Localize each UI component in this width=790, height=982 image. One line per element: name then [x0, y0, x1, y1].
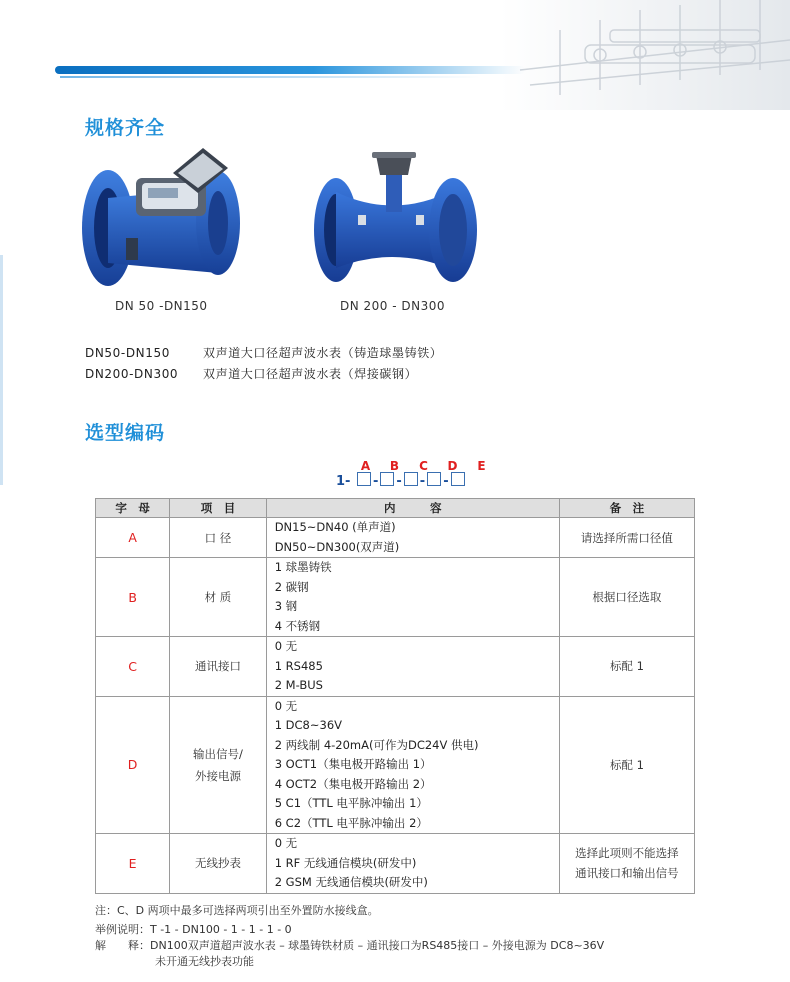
row-item-line: 材 质 [204, 590, 232, 604]
row-item-line: 无线抄表 [194, 856, 241, 871]
row-item [170, 637, 266, 697]
code-template: 1- - - - - [336, 472, 467, 489]
content-line: 2 GSM 无线通信模块(研发中) [274, 875, 428, 889]
row-note [559, 558, 694, 637]
product-caption-1: DN 50 -DN150 [115, 299, 208, 313]
table-header-row [96, 499, 695, 518]
meter-dn50-image [78, 143, 248, 293]
row-letter: D [96, 696, 170, 834]
content-line: 3 OCT1（集电极开路输出 1） [274, 757, 432, 771]
table-row [96, 696, 695, 834]
row-note-line: 通讯接口和输出信号 [575, 866, 679, 881]
content-line: 2 碳钢 [274, 579, 309, 594]
content-line: 2 两线制 4-20mA(可作为DC24V 供电) [274, 737, 479, 752]
header-stripe-thin [60, 76, 480, 78]
row-item [170, 558, 266, 637]
row-letter: B [96, 558, 170, 637]
side-marker [0, 255, 3, 485]
row-note-line: 选择此项则不能选择 [575, 846, 679, 861]
row-note-line: 标配 1 [609, 757, 644, 772]
header-note: 备 注 [559, 499, 694, 518]
row-note [559, 696, 694, 834]
content-line: 2 M-BUS [274, 678, 323, 692]
content-line: 1 RF 无线通信模块(研发中) [274, 855, 417, 870]
description-range: DN200-DN300 [85, 367, 179, 381]
description-1 [85, 343, 442, 363]
explain-text-1: DN100双声道超声波水表 – 球墨铸铁材质 – 通讯接口为RS485接口 – 外接电源为 DC8~36V [150, 939, 605, 952]
row-item-line: 口 径 [204, 530, 232, 545]
description-range: DN50-DN150 [85, 346, 170, 360]
content-line: 1 球墨铸铁 [274, 560, 332, 574]
product-caption-2: DN 200 - DN300 [340, 299, 446, 313]
code-letter: D [447, 459, 458, 473]
row-item-line: 通讯接口 [194, 659, 241, 674]
row-note [559, 834, 694, 894]
code-box [380, 472, 394, 486]
content-line: DN15~DN40 (单声道) [274, 520, 396, 534]
row-item [170, 696, 266, 834]
code-box [404, 472, 418, 486]
header-content: 内 容 [266, 499, 559, 518]
description-text: 双声道大口径超声波水表（铸造球墨铸铁） [203, 346, 443, 360]
header-stripe [55, 66, 525, 74]
code-box [451, 472, 465, 486]
content-line: 1 DC8~36V [274, 718, 342, 732]
row-content [266, 518, 559, 558]
content-line: 0 无 [274, 698, 298, 713]
selection-code-table [95, 498, 695, 894]
row-note-line: 根据口径选取 [592, 590, 662, 604]
row-content [266, 696, 559, 834]
code-section-title: 选型编码 [85, 422, 166, 444]
description-2 [85, 364, 417, 384]
content-line: 4 不锈钢 [274, 618, 321, 633]
row-note-line: 标配 1 [609, 659, 644, 674]
content-line: 4 OCT2（集电极开路输出 2） [274, 776, 432, 791]
table-note: 注：C、D 两项中最多可选择两项引出至外置防水接线盒。 [95, 904, 379, 917]
row-letter: C [96, 637, 170, 697]
content-line: DN50~DN300(双声道) [274, 539, 400, 554]
description-text: 双声道大口径超声波水表（焊接碳钢） [203, 367, 418, 381]
content-line: 1 RS485 [274, 658, 323, 673]
row-letter: A [96, 518, 170, 558]
header-item: 项 目 [170, 499, 266, 518]
row-item [170, 834, 266, 894]
table-row [96, 834, 695, 894]
spec-section-title: 规格齐全 [85, 117, 166, 139]
row-letter: E [96, 834, 170, 894]
table-row [96, 558, 695, 637]
header-letter: 字 母 [96, 499, 170, 518]
table-row [96, 518, 695, 558]
code-letter: C [419, 459, 428, 473]
code-letter: B [389, 459, 400, 473]
table-row [96, 637, 695, 697]
example-line: 举例说明：T -1 - DN100 - 1 - 1 - 1 - 0 [95, 923, 292, 936]
header-banner [0, 0, 790, 110]
row-content [266, 637, 559, 697]
explain-line-2: 未开通无线抄表功能 [155, 955, 254, 968]
content-line: 0 无 [274, 639, 298, 653]
code-letter: A [360, 459, 371, 473]
row-content [266, 558, 559, 637]
code-box [427, 472, 441, 486]
row-item-line: 外接电源 [194, 768, 241, 783]
explain-label: 解 释： [95, 939, 150, 952]
explain-line [95, 938, 604, 954]
meter-dn200-image [308, 150, 483, 285]
content-line: 3 钢 [274, 599, 298, 613]
row-note [559, 518, 694, 558]
content-line: 0 无 [274, 836, 298, 850]
row-item [170, 518, 266, 558]
code-prefix: 1- [336, 474, 351, 489]
row-content [266, 834, 559, 894]
row-item-line: 输出信号/ [193, 746, 243, 761]
row-note-line: 请选择所需口径值 [580, 530, 673, 545]
code-letter: E [477, 459, 486, 473]
code-box [357, 472, 371, 486]
content-line: 5 C1（TTL 电平脉冲输出 1） [274, 796, 428, 810]
row-note [559, 637, 694, 697]
content-line: 6 C2（TTL 电平脉冲输出 2） [274, 815, 428, 830]
